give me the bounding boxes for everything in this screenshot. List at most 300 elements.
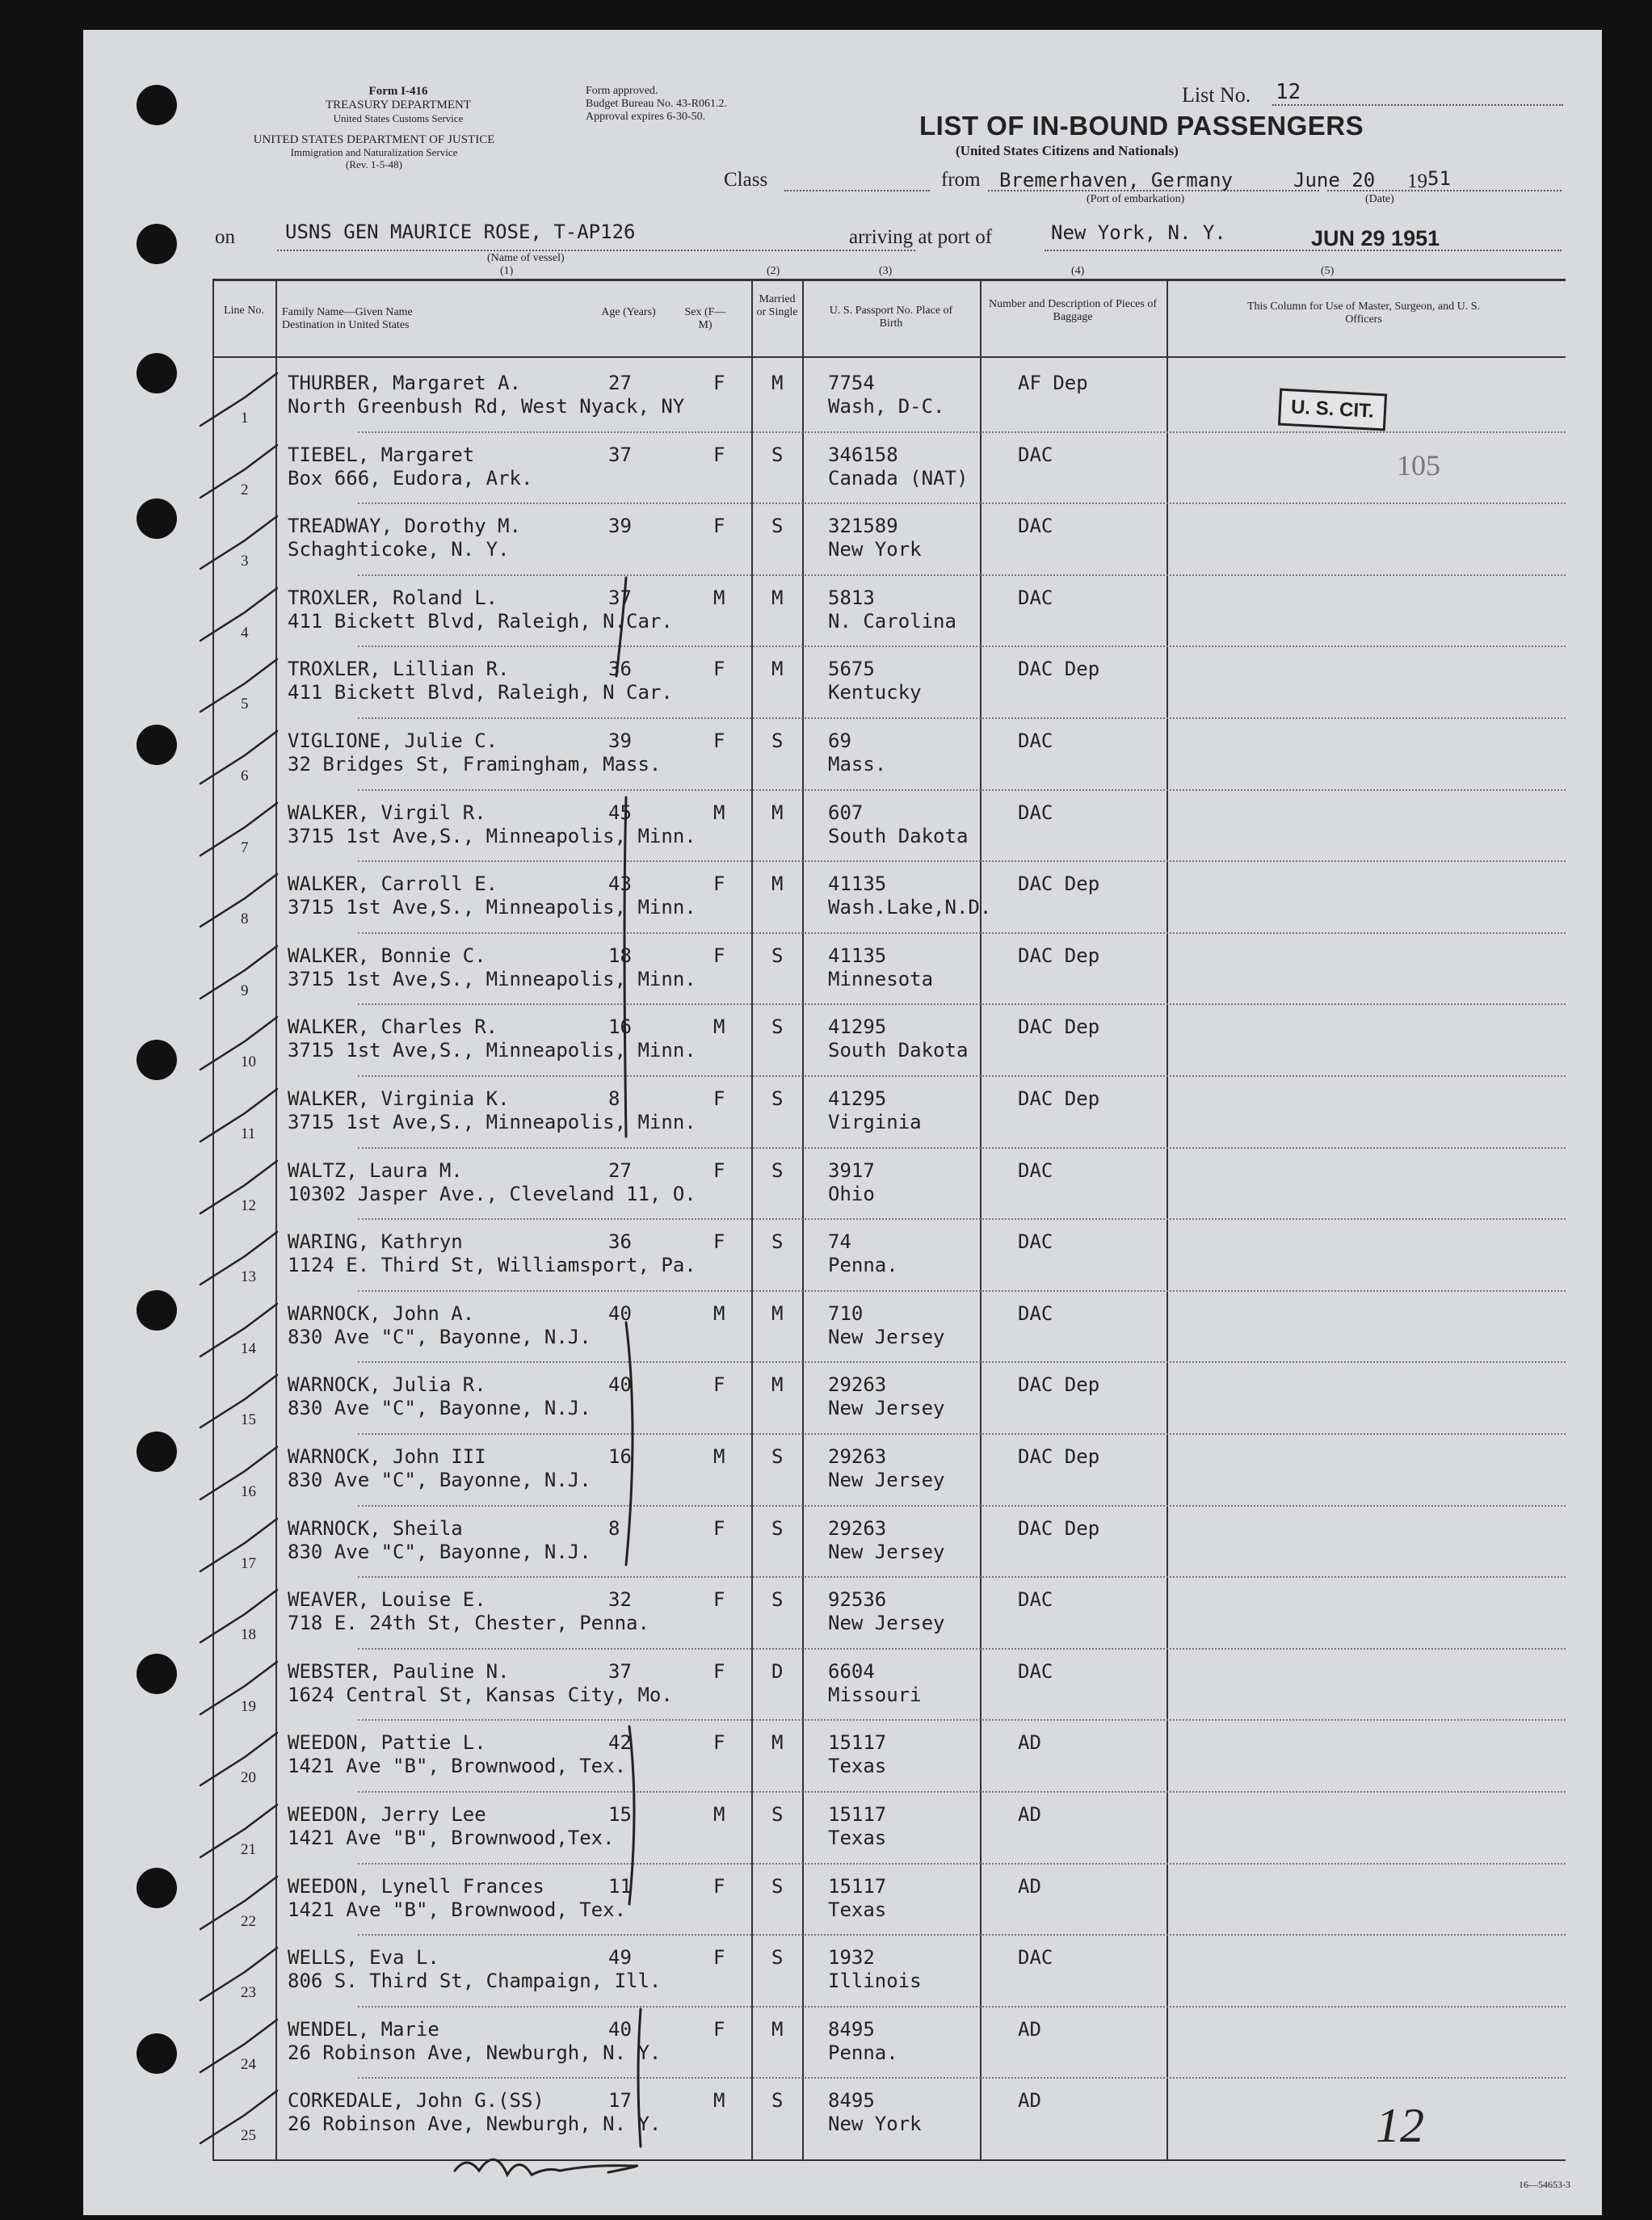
birthplace-cell: Missouri (828, 1683, 922, 1706)
sex-cell: F (713, 1946, 725, 1970)
check-mark (196, 1443, 285, 1507)
birthplace-cell: Canada (NAT) (828, 466, 969, 490)
birthplace-cell: Wash, D-C. (828, 395, 945, 418)
rev-label: (Rev. 1-5-48) (346, 158, 402, 171)
sex-cell: F (713, 1230, 725, 1254)
baggage-cell: DAC Dep (1018, 1015, 1100, 1039)
tally-mark: 12 (1376, 2099, 1424, 2152)
age-cell: 16 (608, 1015, 632, 1039)
form-header-treasury (293, 85, 503, 124)
age-cell: 11 (608, 1874, 632, 1898)
baggage-cell: AD (1018, 1803, 1041, 1826)
birthplace-cell: Virginia (828, 1111, 922, 1133)
line-number-cell: 20 (241, 1769, 256, 1787)
year-suffix: 51 (1427, 167, 1451, 190)
line-number-cell: 9 (241, 982, 249, 999)
col-header-name-label: Family Name—Given Name (282, 306, 413, 318)
passport-cell: 7754 (828, 372, 875, 394)
manifest-page (83, 30, 1602, 2215)
check-mark (196, 799, 285, 864)
baggage-cell: DAC (1018, 1158, 1053, 1182)
passport-cell: 69 (828, 729, 851, 752)
table-row (83, 576, 1602, 647)
count-105: 105 (1397, 449, 1440, 481)
age-cell: 8 (608, 1087, 620, 1110)
line-number-cell: 5 (241, 696, 249, 713)
check-mark (196, 1228, 285, 1293)
sex-cell: F (713, 729, 725, 752)
from-value: Bremerhaven, Germany (999, 169, 1233, 191)
birthplace-cell: Penna. (828, 2041, 898, 2064)
check-mark (196, 1944, 285, 2008)
destination-cell: 3715 1st Ave,S., Minneapolis, Minn. (288, 824, 696, 847)
age-cell: 37 (608, 443, 632, 466)
name-cell: WEAVER, Louise E. (288, 1588, 486, 1612)
line-number-cell: 1 (241, 410, 249, 427)
line-number-cell: 18 (241, 1626, 256, 1644)
destination-cell: 718 E. 24th St, Chester, Penna. (288, 1612, 649, 1635)
baggage-cell: DAC Dep (1018, 1373, 1100, 1397)
name-cell: WALTZ, Laura M. (288, 1158, 463, 1182)
col-header-name (282, 306, 413, 332)
line-number-cell: 17 (241, 1554, 256, 1572)
line-number-cell: 6 (241, 767, 249, 784)
customs-label: United States Customs Service (333, 111, 464, 124)
destination-cell: Schaghticoke, N. Y. (288, 538, 510, 561)
check-mark (196, 1801, 285, 1865)
table-row (83, 1077, 1602, 1148)
baggage-cell: AD (1018, 2017, 1041, 2041)
justice-label: UNITED STATES DEPARTMENT OF JUSTICE (253, 133, 495, 146)
destination-cell: 411 Bickett Blvd, Raleigh, N Car. (288, 681, 673, 704)
birthplace-cell: N. Carolina (828, 609, 956, 633)
col-header-age: Age (Years) (601, 306, 656, 318)
line-number-cell: 14 (241, 1339, 256, 1357)
date-caption: (Date) (1365, 193, 1394, 205)
table-row (83, 1793, 1602, 1864)
list-no-value: 12 (1276, 80, 1301, 104)
line-number-cell: 13 (241, 1268, 256, 1286)
table-row (83, 1865, 1602, 1936)
sex-cell: F (713, 1087, 725, 1110)
destination-cell: 32 Bridges St, Framingham, Mass. (288, 753, 662, 776)
age-cell: 40 (608, 1301, 632, 1325)
name-cell: WALKER, Virgil R. (288, 801, 486, 824)
passport-cell: 321589 (828, 515, 898, 538)
sex-cell: F (713, 944, 725, 967)
baggage-cell: DAC Dep (1018, 1516, 1100, 1540)
check-mark (196, 2016, 285, 2080)
vessel-caption: (Name of vessel) (487, 252, 565, 264)
name-cell: WALKER, Charles R. (288, 1015, 498, 1039)
marital-status-cell: S (771, 1516, 784, 1540)
table-row (83, 2008, 1602, 2079)
sex-cell: F (713, 1158, 725, 1182)
name-cell: WEEDON, Lynell Frances (288, 1874, 544, 1898)
name-cell: WENDEL, Marie (288, 2017, 439, 2041)
name-cell: WEBSTER, Pauline N. (288, 1659, 510, 1683)
passport-cell: 346158 (828, 443, 898, 466)
check-mark (196, 1658, 285, 1722)
destination-cell: 1124 E. Third St, Williamsport, Pa. (288, 1254, 696, 1277)
line-number-cell: 21 (241, 1841, 256, 1858)
table-top-line (212, 279, 1566, 281)
birthplace-cell: Texas (828, 1898, 887, 1921)
passport-cell: 15117 (828, 1874, 887, 1898)
birthplace-cell: Illinois (828, 1970, 922, 1993)
sex-cell: M (713, 1803, 725, 1826)
line-number-cell: 4 (241, 624, 249, 641)
table-row (83, 1220, 1602, 1291)
baggage-cell: DAC Dep (1018, 1087, 1100, 1110)
check-mark (196, 1873, 285, 1937)
line-number-cell: 19 (241, 1697, 256, 1715)
birthplace-cell: South Dakota (828, 824, 969, 847)
birthplace-cell: New Jersey (828, 1540, 945, 1563)
name-cell: TIEBEL, Margaret (288, 443, 475, 466)
age-cell: 27 (608, 1158, 632, 1182)
table-row (83, 1292, 1602, 1363)
birthplace-cell: Kentucky (828, 681, 922, 704)
check-mark (196, 1586, 285, 1650)
baggage-cell: AD (1018, 1874, 1041, 1898)
name-cell: WARING, Kathryn (288, 1230, 463, 1254)
age-cell: 16 (608, 1445, 632, 1468)
table-row (83, 1363, 1602, 1434)
birthplace-cell: South Dakota (828, 1039, 969, 1062)
sex-cell: M (713, 1445, 725, 1468)
date-value: June 20 (1293, 169, 1376, 191)
age-cell: 18 (608, 944, 632, 967)
baggage-cell: DAC (1018, 1946, 1053, 1970)
marital-status-cell: M (771, 872, 784, 896)
passport-cell: 8495 (828, 2089, 875, 2113)
name-cell: WEEDON, Jerry Lee (288, 1803, 486, 1826)
expires-label: Approval expires 6-30-50. (586, 111, 706, 124)
form-approval (586, 85, 780, 124)
port-value: New York, N. Y. (1051, 221, 1226, 244)
col-header-baggage: Number and Description of Pieces of Baggage (989, 298, 1157, 324)
line-number-cell: 8 (241, 910, 249, 928)
age-cell: 17 (608, 2089, 632, 2113)
birthplace-cell: Texas (828, 1827, 887, 1849)
punch-hole (137, 224, 177, 264)
age-cell: 8 (608, 1516, 620, 1540)
vessel-value: USNS GEN MAURICE ROSE, T-AP126 (285, 221, 636, 243)
marital-status-cell: M (771, 1373, 784, 1397)
name-cell: WALKER, Virginia K. (288, 1087, 510, 1110)
class-label: Class (724, 169, 768, 191)
sex-cell: F (713, 1588, 725, 1612)
passport-cell: 41295 (828, 1015, 887, 1039)
marital-status-cell: S (771, 729, 784, 752)
name-cell: WARNOCK, John III (288, 1445, 486, 1468)
check-mark (196, 1300, 285, 1364)
passport-cell: 15117 (828, 1803, 887, 1826)
baggage-cell: DAC (1018, 443, 1053, 466)
table-header-line (212, 356, 1566, 358)
marital-status-cell: M (771, 801, 784, 824)
marital-status-cell: S (771, 1087, 784, 1110)
table-row (83, 1005, 1602, 1076)
age-cell: 39 (608, 515, 632, 538)
check-mark (196, 870, 285, 935)
name-cell: TROXLER, Roland L. (288, 586, 498, 609)
col-header-married: Married or Single (756, 293, 798, 319)
birthplace-cell: New York (828, 2113, 922, 2136)
form-header-justice (204, 133, 544, 171)
col-header-line-no: Line No. (224, 305, 264, 317)
name-cell: TROXLER, Lillian R. (288, 658, 510, 681)
destination-cell: 10302 Jasper Ave., Cleveland 11, O. (288, 1182, 696, 1205)
passport-cell: 3917 (828, 1158, 875, 1182)
col-num-1: (1) (500, 265, 514, 277)
name-cell: WARNOCK, John A. (288, 1301, 475, 1325)
marital-status-cell: S (771, 1445, 784, 1468)
birthplace-cell: Ohio (828, 1182, 875, 1205)
passport-cell: 1932 (828, 1946, 875, 1970)
port-underline (1045, 250, 1562, 251)
passport-cell: 5675 (828, 658, 875, 681)
line-number-cell: 15 (241, 1411, 256, 1429)
name-cell: VIGLIONE, Julie C. (288, 729, 498, 752)
destination-cell: 26 Robinson Ave, Newburgh, N. Y. (288, 2041, 662, 2064)
table-row (83, 1435, 1602, 1506)
check-mark (196, 942, 285, 1007)
passport-cell: 8495 (828, 2017, 875, 2041)
check-mark (196, 584, 285, 649)
check-mark (196, 1013, 285, 1078)
baggage-cell: DAC (1018, 586, 1053, 609)
class-underline (784, 190, 930, 191)
destination-cell: 3715 1st Ave,S., Minneapolis, Minn. (288, 967, 696, 990)
age-cell: 45 (608, 801, 632, 824)
sex-cell: F (713, 1731, 725, 1755)
sex-cell: M (713, 801, 725, 824)
destination-cell: 806 S. Third St, Champaign, Ill. (288, 1970, 662, 1993)
line-number-cell: 16 (241, 1483, 256, 1500)
approved-label: Form approved. (586, 85, 658, 97)
check-mark (196, 512, 285, 577)
col-num-4: (4) (1071, 265, 1085, 277)
marital-status-cell: S (771, 1946, 784, 1970)
ins-label: Immigration and Naturalization Service (290, 146, 458, 159)
footer-code: 16—54653-3 (1519, 2179, 1570, 2190)
age-cell: 36 (608, 658, 632, 681)
marital-status-cell: M (771, 1731, 784, 1755)
sex-cell: F (713, 372, 725, 394)
marital-status-cell: M (771, 1301, 784, 1325)
baggage-cell: DAC (1018, 1301, 1053, 1325)
passport-cell: 74 (828, 1230, 851, 1254)
check-mark (196, 1371, 285, 1436)
col-num-5: (5) (1321, 265, 1335, 277)
check-mark (196, 1085, 285, 1150)
baggage-cell: DAC Dep (1018, 1445, 1100, 1468)
destination-cell: North Greenbush Rd, West Nyack, NY (288, 395, 685, 418)
line-number-cell: 23 (241, 1984, 256, 2002)
form-number: Form I-416 (368, 85, 428, 98)
marital-status-cell: S (771, 1158, 784, 1182)
passport-cell: 41295 (828, 1087, 887, 1110)
passport-cell: 6604 (828, 1659, 875, 1683)
year-prefix: 19 (1407, 170, 1427, 192)
sex-cell: M (713, 2089, 725, 2113)
name-cell: WARNOCK, Julia R. (288, 1373, 486, 1397)
passport-cell: 92536 (828, 1588, 887, 1612)
passport-cell: 29263 (828, 1373, 887, 1397)
destination-cell: 830 Ave "C", Bayonne, N.J. (288, 1540, 591, 1563)
col-num-3: (3) (879, 265, 893, 277)
sex-cell: M (713, 1015, 725, 1039)
marital-status-cell: S (771, 2089, 784, 2113)
destination-cell: 830 Ave "C", Bayonne, N.J. (288, 1469, 591, 1491)
col-header-destination-label: Destination in United States (282, 319, 410, 332)
destination-cell: 1421 Ave "B", Brownwood, Tex. (288, 1898, 627, 1921)
destination-cell: Box 666, Eudora, Ark. (288, 466, 533, 490)
baggage-cell: DAC Dep (1018, 872, 1100, 896)
birthplace-cell: Texas (828, 1755, 887, 1778)
marital-status-cell: S (771, 443, 784, 466)
passport-cell: 29263 (828, 1516, 887, 1540)
baggage-cell: AD (1018, 1731, 1041, 1755)
sex-cell: M (713, 1301, 725, 1325)
signature-scrawl (455, 2159, 637, 2175)
baggage-cell: DAC Dep (1018, 658, 1100, 681)
name-cell: THURBER, Margaret A. (288, 372, 521, 394)
age-cell: 37 (608, 1659, 632, 1683)
age-cell: 15 (608, 1803, 632, 1826)
table-row (83, 1650, 1602, 1721)
name-cell: CORKEDALE, John G.(SS) (288, 2089, 544, 2113)
line-number-cell: 24 (241, 2055, 256, 2073)
age-cell: 40 (608, 1373, 632, 1397)
page-title: LIST OF IN-BOUND PASSENGERS (919, 111, 1364, 141)
passport-cell: 710 (828, 1301, 864, 1325)
name-cell: WALKER, Carroll E. (288, 872, 498, 896)
baggage-cell: DAC (1018, 729, 1053, 752)
age-cell: 43 (608, 872, 632, 896)
line-number-cell: 22 (241, 1912, 256, 1930)
line-number-cell: 11 (241, 1125, 256, 1142)
sex-cell: F (713, 2017, 725, 2041)
birthplace-cell: Mass. (828, 753, 887, 776)
birthplace-cell: New Jersey (828, 1397, 945, 1420)
line-number-cell: 3 (241, 553, 249, 570)
birthplace-cell: New Jersey (828, 1612, 945, 1635)
marital-status-cell: S (771, 1588, 784, 1612)
treasury-label: TREASURY DEPARTMENT (325, 99, 472, 112)
destination-cell: 830 Ave "C", Bayonne, N.J. (288, 1325, 591, 1348)
from-label: from (941, 169, 981, 191)
sex-cell: F (713, 443, 725, 466)
baggage-cell: DAC (1018, 1230, 1053, 1254)
baggage-cell: AF Dep (1018, 372, 1088, 394)
name-cell: WARNOCK, Sheila (288, 1516, 463, 1540)
age-cell: 32 (608, 1588, 632, 1612)
vessel-underline (277, 250, 915, 251)
table-row (83, 1149, 1602, 1220)
passport-cell: 41135 (828, 872, 887, 896)
table-row (83, 647, 1602, 718)
baggage-cell: DAC (1018, 801, 1053, 824)
name-cell: WELLS, Eva L. (288, 1946, 439, 1970)
destination-cell: 1421 Ave "B", Brownwood, Tex. (288, 1755, 627, 1778)
col-header-sex: Sex (F—M) (684, 306, 726, 332)
check-mark (196, 1157, 285, 1221)
marital-status-cell: M (771, 658, 784, 681)
check-mark (196, 369, 285, 434)
marital-status-cell: M (771, 2017, 784, 2041)
table-bottom-line (212, 2159, 1566, 2161)
passport-cell: 607 (828, 801, 864, 824)
birthplace-cell: New York (828, 538, 922, 561)
marital-status-cell: S (771, 1874, 784, 1898)
age-cell: 36 (608, 1230, 632, 1254)
table-row (83, 1936, 1602, 2007)
passport-cell: 5813 (828, 586, 875, 609)
table-row (83, 934, 1602, 1005)
sex-cell: F (713, 658, 725, 681)
age-cell: 42 (608, 1731, 632, 1755)
on-label: on (215, 226, 235, 248)
age-cell: 39 (608, 729, 632, 752)
marital-status-cell: S (771, 944, 784, 967)
birthplace-cell: New Jersey (828, 1469, 945, 1491)
sex-cell: F (713, 515, 725, 538)
marital-status-cell: S (771, 1015, 784, 1039)
passport-cell: 29263 (828, 1445, 887, 1468)
budget-label: Budget Bureau No. 43-R061.2. (586, 98, 727, 111)
birthplace-cell: Wash.Lake,N.D. (828, 896, 992, 919)
line-number-cell: 7 (241, 839, 249, 856)
destination-cell: 26 Robinson Ave, Newburgh, N. Y. (288, 2113, 662, 2136)
list-no-underline (1272, 104, 1563, 106)
sex-cell: F (713, 1659, 725, 1683)
sex-cell: F (713, 1373, 725, 1397)
table-row (83, 862, 1602, 933)
col-header-passport: U. S. Passport No. Place of Birth (829, 305, 953, 330)
passport-cell: 15117 (828, 1731, 887, 1755)
punch-hole (137, 85, 177, 125)
table-row (83, 719, 1602, 790)
marital-status-cell: S (771, 1230, 784, 1254)
destination-cell: 3715 1st Ave,S., Minneapolis, Minn. (288, 1039, 696, 1062)
birthplace-cell: Penna. (828, 1254, 898, 1277)
marital-status-cell: D (771, 1659, 784, 1683)
line-number-cell: 10 (241, 1053, 256, 1071)
marital-status-cell: M (771, 372, 784, 394)
name-cell: TREADWAY, Dorothy M. (288, 515, 521, 538)
birthplace-cell: New Jersey (828, 1325, 945, 1348)
name-cell: WEEDON, Pattie L. (288, 1731, 486, 1755)
list-no-label: List No. (1182, 83, 1251, 107)
col-num-2: (2) (767, 265, 780, 277)
sex-cell: F (713, 1874, 725, 1898)
marital-status-cell: S (771, 1803, 784, 1826)
age-cell: 37 (608, 586, 632, 609)
check-mark (196, 1515, 285, 1579)
port-embark-caption: (Port of embarkation) (1087, 193, 1185, 205)
check-mark (196, 655, 285, 720)
table-row (83, 433, 1602, 504)
baggage-cell: DAC Dep (1018, 944, 1100, 967)
table-row (83, 1507, 1602, 1578)
age-cell: 49 (608, 1946, 632, 1970)
col-header-officers: This Column for Use of Master, Surgeon, and U. S. Officers (1246, 301, 1481, 326)
destination-cell: 411 Bickett Blvd, Raleigh, N.Car. (288, 609, 673, 633)
baggage-cell: AD (1018, 2089, 1041, 2113)
